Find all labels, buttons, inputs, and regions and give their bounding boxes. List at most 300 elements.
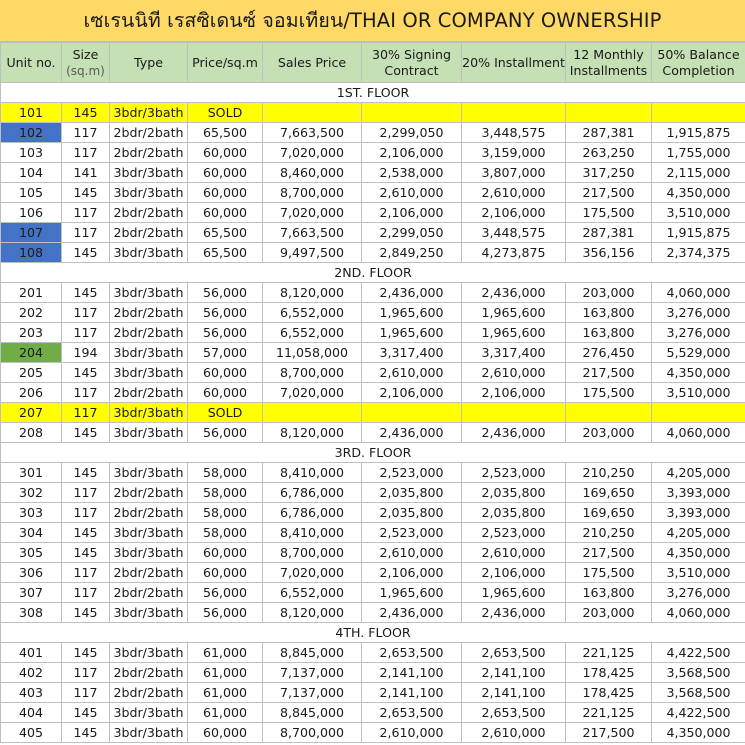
cell-installment[interactable]: 2,610,000	[462, 183, 566, 203]
cell-price[interactable]: 60,000	[188, 723, 263, 743]
cell-price[interactable]: 65,500	[188, 123, 263, 143]
cell-type[interactable]: 2bdr/2bath	[110, 143, 188, 163]
cell-installment[interactable]: 3,807,000	[462, 163, 566, 183]
cell-signing[interactable]: 2,538,000	[362, 163, 462, 183]
cell-monthly[interactable]: 178,425	[566, 663, 652, 683]
cell-price[interactable]: 56,000	[188, 423, 263, 443]
table-row	[1, 183, 745, 203]
cell-type[interactable]: 2bdr/2bath	[110, 383, 188, 403]
cell-type[interactable]: 3bdr/3bath	[110, 643, 188, 663]
cell-unit[interactable]: 106	[1, 203, 62, 223]
cell-installment[interactable]: 2,141,100	[462, 663, 566, 683]
cell-price[interactable]: 60,000	[188, 203, 263, 223]
cell-size[interactable]: 117	[62, 503, 110, 523]
col-header-monthly[interactable]	[566, 43, 652, 83]
cell-type[interactable]: 3bdr/3bath	[110, 283, 188, 303]
cell-signing[interactable]: 2,299,050	[362, 123, 462, 143]
cell-monthly[interactable]	[566, 403, 652, 423]
cell-unit[interactable]: 204	[1, 343, 62, 363]
cell-installment[interactable]: 2,610,000	[462, 543, 566, 563]
cell-size[interactable]: 145	[62, 703, 110, 723]
price-table	[0, 42, 745, 743]
cell-sales[interactable]	[263, 403, 362, 423]
cell-size[interactable]: 141	[62, 163, 110, 183]
cell-size[interactable]: 117	[62, 303, 110, 323]
cell-price[interactable]: 61,000	[188, 703, 263, 723]
floor-label[interactable]: 3RD. FLOOR	[1, 443, 745, 463]
cell-unit[interactable]: 307	[1, 583, 62, 603]
floor-header-row	[1, 443, 745, 463]
cell-installment[interactable]: 2,523,000	[462, 523, 566, 543]
cell-installment[interactable]: 2,035,800	[462, 503, 566, 523]
cell-price[interactable]: SOLD	[188, 103, 263, 123]
cell-monthly[interactable]: 221,125	[566, 643, 652, 663]
col-header-size-label: Size	[72, 46, 99, 62]
cell-size[interactable]: 145	[62, 363, 110, 383]
cell-signing[interactable]: 2,436,000	[362, 283, 462, 303]
cell-monthly[interactable]: 178,425	[566, 683, 652, 703]
col-header-price-sqm[interactable]	[188, 43, 263, 83]
cell-type[interactable]: 3bdr/3bath	[110, 463, 188, 483]
cell-type[interactable]: 3bdr/3bath	[110, 363, 188, 383]
cell-unit[interactable]: 403	[1, 683, 62, 703]
cell-installment[interactable]: 2,436,000	[462, 283, 566, 303]
title-bar	[0, 0, 745, 42]
cell-unit[interactable]: 201	[1, 283, 62, 303]
cell-balance[interactable]: 3,510,000	[652, 203, 745, 223]
cell-monthly[interactable]: 287,381	[566, 223, 652, 243]
cell-sales[interactable]: 8,700,000	[263, 183, 362, 203]
cell-balance[interactable]: 4,350,000	[652, 183, 745, 203]
cell-signing[interactable]	[362, 103, 462, 123]
cell-unit[interactable]: 104	[1, 163, 62, 183]
cell-size[interactable]: 145	[62, 243, 110, 263]
table-row	[1, 343, 745, 363]
cell-balance[interactable]: 3,568,500	[652, 663, 745, 683]
cell-price[interactable]: 56,000	[188, 603, 263, 623]
cell-unit[interactable]: 404	[1, 703, 62, 723]
cell-sales[interactable]: 7,663,500	[263, 123, 362, 143]
cell-type[interactable]: 3bdr/3bath	[110, 183, 188, 203]
cell-installment[interactable]: 1,965,600	[462, 303, 566, 323]
cell-installment[interactable]: 2,610,000	[462, 723, 566, 743]
cell-installment[interactable]: 2,436,000	[462, 603, 566, 623]
cell-balance[interactable]: 4,060,000	[652, 603, 745, 623]
cell-size[interactable]: 145	[62, 643, 110, 663]
cell-installment[interactable]: 2,653,500	[462, 703, 566, 723]
cell-type[interactable]: 2bdr/2bath	[110, 683, 188, 703]
cell-signing[interactable]: 2,299,050	[362, 223, 462, 243]
cell-size[interactable]: 117	[62, 323, 110, 343]
cell-sales[interactable]: 8,700,000	[263, 723, 362, 743]
cell-balance[interactable]: 4,205,000	[652, 523, 745, 543]
cell-size[interactable]: 117	[62, 123, 110, 143]
col-header-balance[interactable]	[652, 43, 745, 83]
cell-size[interactable]: 117	[62, 483, 110, 503]
cell-sales[interactable]: 7,020,000	[263, 143, 362, 163]
col-header-type[interactable]	[110, 43, 188, 83]
cell-unit[interactable]: 301	[1, 463, 62, 483]
cell-installment[interactable]: 3,448,575	[462, 123, 566, 143]
cell-signing[interactable]: 2,653,500	[362, 643, 462, 663]
cell-installment[interactable]: 1,965,600	[462, 583, 566, 603]
cell-monthly[interactable]: 169,650	[566, 483, 652, 503]
cell-sales[interactable]: 9,497,500	[263, 243, 362, 263]
cell-signing[interactable]: 2,653,500	[362, 703, 462, 723]
cell-size[interactable]: 117	[62, 223, 110, 243]
cell-installment[interactable]	[462, 103, 566, 123]
cell-size[interactable]: 117	[62, 663, 110, 683]
cell-balance[interactable]: 4,422,500	[652, 703, 745, 723]
cell-size[interactable]: 117	[62, 683, 110, 703]
cell-signing[interactable]: 2,035,800	[362, 483, 462, 503]
cell-installment[interactable]: 2,436,000	[462, 423, 566, 443]
cell-sales[interactable]: 6,786,000	[263, 503, 362, 523]
cell-balance[interactable]: 5,529,000	[652, 343, 745, 363]
cell-size[interactable]: 145	[62, 523, 110, 543]
cell-signing[interactable]: 2,106,000	[362, 203, 462, 223]
cell-sales[interactable]: 7,137,000	[263, 663, 362, 683]
cell-signing[interactable]: 1,965,600	[362, 303, 462, 323]
cell-signing[interactable]: 2,523,000	[362, 523, 462, 543]
cell-signing[interactable]: 2,610,000	[362, 543, 462, 563]
cell-type[interactable]: 3bdr/3bath	[110, 543, 188, 563]
cell-size[interactable]: 145	[62, 463, 110, 483]
cell-monthly[interactable]: 203,000	[566, 423, 652, 443]
table-row	[1, 723, 745, 743]
cell-balance[interactable]: 4,350,000	[652, 543, 745, 563]
cell-balance[interactable]: 1,915,875	[652, 223, 745, 243]
cell-type[interactable]: 2bdr/2bath	[110, 583, 188, 603]
cell-balance[interactable]: 4,350,000	[652, 363, 745, 383]
cell-balance[interactable]: 4,060,000	[652, 283, 745, 303]
cell-type[interactable]: 3bdr/3bath	[110, 603, 188, 623]
cell-installment[interactable]: 2,106,000	[462, 203, 566, 223]
cell-installment[interactable]: 3,159,000	[462, 143, 566, 163]
cell-size[interactable]: 117	[62, 403, 110, 423]
cell-size[interactable]: 145	[62, 723, 110, 743]
cell-sales[interactable]: 8,120,000	[263, 603, 362, 623]
cell-size[interactable]: 117	[62, 383, 110, 403]
cell-unit[interactable]: 103	[1, 143, 62, 163]
table-row	[1, 103, 745, 123]
cell-monthly[interactable]: 175,500	[566, 563, 652, 583]
cell-signing[interactable]: 2,849,250	[362, 243, 462, 263]
cell-price[interactable]: 56,000	[188, 303, 263, 323]
col-header-signing-line1: 30% Signing	[372, 46, 451, 62]
cell-signing[interactable]: 2,141,100	[362, 663, 462, 683]
cell-type[interactable]: 2bdr/2bath	[110, 303, 188, 323]
cell-installment[interactable]: 3,448,575	[462, 223, 566, 243]
cell-balance[interactable]: 3,276,000	[652, 303, 745, 323]
cell-signing[interactable]: 2,610,000	[362, 723, 462, 743]
cell-unit[interactable]: 402	[1, 663, 62, 683]
cell-size[interactable]: 117	[62, 203, 110, 223]
table-row	[1, 383, 745, 403]
cell-sales[interactable]: 6,786,000	[263, 483, 362, 503]
cell-balance[interactable]: 3,510,000	[652, 383, 745, 403]
cell-signing[interactable]: 2,610,000	[362, 363, 462, 383]
cell-price[interactable]: 60,000	[188, 383, 263, 403]
floor-label[interactable]: 4TH. FLOOR	[1, 623, 745, 643]
floor-label[interactable]: 2ND. FLOOR	[1, 263, 745, 283]
cell-installment[interactable]	[462, 403, 566, 423]
cell-type[interactable]: 3bdr/3bath	[110, 163, 188, 183]
cell-monthly[interactable]: 287,381	[566, 123, 652, 143]
col-header-unit-label: Unit no.	[6, 54, 56, 70]
cell-balance[interactable]: 4,060,000	[652, 423, 745, 443]
cell-unit[interactable]: 303	[1, 503, 62, 523]
cell-size[interactable]: 145	[62, 283, 110, 303]
cell-monthly[interactable]: 163,800	[566, 303, 652, 323]
cell-monthly[interactable]: 203,000	[566, 283, 652, 303]
cell-type[interactable]: 2bdr/2bath	[110, 483, 188, 503]
cell-signing[interactable]: 2,436,000	[362, 603, 462, 623]
cell-unit[interactable]: 202	[1, 303, 62, 323]
cell-type[interactable]: 3bdr/3bath	[110, 723, 188, 743]
cell-balance[interactable]	[652, 403, 745, 423]
cell-balance[interactable]: 3,276,000	[652, 583, 745, 603]
cell-sales[interactable]: 8,410,000	[263, 463, 362, 483]
cell-sales[interactable]: 7,020,000	[263, 563, 362, 583]
cell-type[interactable]: 2bdr/2bath	[110, 123, 188, 143]
cell-price[interactable]: 58,000	[188, 523, 263, 543]
cell-price[interactable]: SOLD	[188, 403, 263, 423]
cell-balance[interactable]: 3,568,500	[652, 683, 745, 703]
cell-monthly[interactable]: 263,250	[566, 143, 652, 163]
cell-installment[interactable]: 4,273,875	[462, 243, 566, 263]
col-header-sales-price[interactable]	[263, 43, 362, 83]
cell-price[interactable]: 65,500	[188, 223, 263, 243]
cell-monthly[interactable]	[566, 103, 652, 123]
cell-price[interactable]: 60,000	[188, 563, 263, 583]
cell-type[interactable]: 3bdr/3bath	[110, 523, 188, 543]
cell-price[interactable]: 60,000	[188, 143, 263, 163]
cell-unit[interactable]: 105	[1, 183, 62, 203]
cell-monthly[interactable]: 217,500	[566, 543, 652, 563]
cell-type[interactable]: 3bdr/3bath	[110, 103, 188, 123]
cell-sales[interactable]	[263, 103, 362, 123]
cell-monthly[interactable]: 203,000	[566, 603, 652, 623]
cell-sales[interactable]: 8,700,000	[263, 363, 362, 383]
cell-monthly[interactable]: 276,450	[566, 343, 652, 363]
cell-unit[interactable]: 101	[1, 103, 62, 123]
cell-installment[interactable]: 3,317,400	[462, 343, 566, 363]
cell-monthly[interactable]: 210,250	[566, 463, 652, 483]
cell-type[interactable]: 3bdr/3bath	[110, 243, 188, 263]
cell-sales[interactable]: 8,120,000	[263, 423, 362, 443]
cell-price[interactable]: 60,000	[188, 543, 263, 563]
floor-header-row	[1, 83, 745, 103]
cell-price[interactable]: 60,000	[188, 363, 263, 383]
cell-price[interactable]: 56,000	[188, 323, 263, 343]
cell-signing[interactable]: 2,035,800	[362, 503, 462, 523]
cell-monthly[interactable]: 163,800	[566, 583, 652, 603]
cell-signing[interactable]: 1,965,600	[362, 583, 462, 603]
cell-price[interactable]: 57,000	[188, 343, 263, 363]
cell-price[interactable]: 56,000	[188, 283, 263, 303]
cell-signing[interactable]	[362, 403, 462, 423]
cell-signing[interactable]: 2,610,000	[362, 183, 462, 203]
cell-installment[interactable]: 2,141,100	[462, 683, 566, 703]
cell-balance[interactable]: 4,422,500	[652, 643, 745, 663]
cell-signing[interactable]: 2,523,000	[362, 463, 462, 483]
table-row	[1, 143, 745, 163]
cell-type[interactable]: 2bdr/2bath	[110, 503, 188, 523]
cell-size[interactable]: 117	[62, 143, 110, 163]
cell-unit[interactable]: 304	[1, 523, 62, 543]
cell-installment[interactable]: 2,610,000	[462, 363, 566, 383]
cell-sales[interactable]: 11,058,000	[263, 343, 362, 363]
cell-type[interactable]: 3bdr/3bath	[110, 343, 188, 363]
col-header-signing-line2: Contract	[384, 62, 439, 78]
cell-type[interactable]: 2bdr/2bath	[110, 563, 188, 583]
cell-monthly[interactable]: 175,500	[566, 383, 652, 403]
header-row	[1, 43, 745, 83]
cell-sales[interactable]: 7,663,500	[263, 223, 362, 243]
cell-unit[interactable]: 308	[1, 603, 62, 623]
cell-price[interactable]: 56,000	[188, 583, 263, 603]
col-header-type-label: Type	[134, 54, 163, 70]
cell-installment[interactable]: 2,106,000	[462, 383, 566, 403]
cell-size[interactable]: 145	[62, 423, 110, 443]
cell-signing[interactable]: 3,317,400	[362, 343, 462, 363]
cell-price[interactable]: 65,500	[188, 243, 263, 263]
cell-unit[interactable]: 306	[1, 563, 62, 583]
cell-sales[interactable]: 8,120,000	[263, 283, 362, 303]
cell-balance[interactable]: 3,393,000	[652, 503, 745, 523]
cell-signing[interactable]: 2,141,100	[362, 683, 462, 703]
floor-header-row	[1, 263, 745, 283]
cell-type[interactable]: 2bdr/2bath	[110, 663, 188, 683]
cell-balance[interactable]: 4,350,000	[652, 723, 745, 743]
col-header-balance-line2: Completion	[662, 62, 735, 78]
cell-unit[interactable]: 102	[1, 123, 62, 143]
cell-price[interactable]: 60,000	[188, 183, 263, 203]
cell-signing[interactable]: 2,436,000	[362, 423, 462, 443]
cell-sales[interactable]: 7,020,000	[263, 203, 362, 223]
cell-type[interactable]: 3bdr/3bath	[110, 403, 188, 423]
cell-balance[interactable]: 1,755,000	[652, 143, 745, 163]
cell-monthly[interactable]: 163,800	[566, 323, 652, 343]
cell-sales[interactable]: 8,845,000	[263, 643, 362, 663]
cell-installment[interactable]: 2,035,800	[462, 483, 566, 503]
cell-unit[interactable]: 405	[1, 723, 62, 743]
cell-type[interactable]: 2bdr/2bath	[110, 223, 188, 243]
cell-monthly[interactable]: 169,650	[566, 503, 652, 523]
col-header-size[interactable]	[62, 43, 110, 83]
cell-monthly[interactable]: 217,500	[566, 183, 652, 203]
cell-unit[interactable]: 305	[1, 543, 62, 563]
cell-sales[interactable]: 8,460,000	[263, 163, 362, 183]
col-header-signing[interactable]	[362, 43, 462, 83]
col-header-monthly-line2: Installments	[569, 62, 648, 78]
cell-unit[interactable]: 108	[1, 243, 62, 263]
floor-label[interactable]: 1ST. FLOOR	[1, 83, 745, 103]
cell-installment[interactable]: 1,965,600	[462, 323, 566, 343]
table-row	[1, 203, 745, 223]
cell-sales[interactable]: 8,410,000	[263, 523, 362, 543]
cell-price[interactable]: 61,000	[188, 643, 263, 663]
cell-balance[interactable]	[652, 103, 745, 123]
cell-unit[interactable]: 203	[1, 323, 62, 343]
cell-installment[interactable]: 2,523,000	[462, 463, 566, 483]
cell-type[interactable]: 3bdr/3bath	[110, 703, 188, 723]
cell-sales[interactable]: 7,137,000	[263, 683, 362, 703]
cell-sales[interactable]: 6,552,000	[263, 303, 362, 323]
cell-unit[interactable]: 107	[1, 223, 62, 243]
cell-balance[interactable]: 2,115,000	[652, 163, 745, 183]
cell-sales[interactable]: 7,020,000	[263, 383, 362, 403]
cell-balance[interactable]: 3,393,000	[652, 483, 745, 503]
cell-sales[interactable]: 8,845,000	[263, 703, 362, 723]
cell-signing[interactable]: 1,965,600	[362, 323, 462, 343]
cell-type[interactable]: 2bdr/2bath	[110, 203, 188, 223]
table-row	[1, 643, 745, 663]
cell-sales[interactable]: 6,552,000	[263, 323, 362, 343]
cell-balance[interactable]: 1,915,875	[652, 123, 745, 143]
cell-unit[interactable]: 302	[1, 483, 62, 503]
cell-size[interactable]: 145	[62, 183, 110, 203]
col-header-unit[interactable]	[1, 43, 62, 83]
cell-monthly[interactable]: 221,125	[566, 703, 652, 723]
cell-balance[interactable]: 2,374,375	[652, 243, 745, 263]
cell-monthly[interactable]: 356,156	[566, 243, 652, 263]
cell-unit[interactable]: 207	[1, 403, 62, 423]
col-header-installment[interactable]	[462, 43, 566, 83]
table-row	[1, 243, 745, 263]
cell-monthly[interactable]: 217,500	[566, 363, 652, 383]
cell-monthly[interactable]: 317,250	[566, 163, 652, 183]
cell-size[interactable]: 145	[62, 103, 110, 123]
table-row	[1, 303, 745, 323]
cell-price[interactable]: 61,000	[188, 663, 263, 683]
cell-price[interactable]: 61,000	[188, 683, 263, 703]
cell-size[interactable]: 117	[62, 583, 110, 603]
cell-size[interactable]: 145	[62, 603, 110, 623]
table-row	[1, 123, 745, 143]
cell-balance[interactable]: 3,510,000	[652, 563, 745, 583]
cell-unit[interactable]: 208	[1, 423, 62, 443]
cell-unit[interactable]: 401	[1, 643, 62, 663]
cell-type[interactable]: 2bdr/2bath	[110, 323, 188, 343]
cell-size[interactable]: 117	[62, 563, 110, 583]
cell-size[interactable]: 194	[62, 343, 110, 363]
cell-price[interactable]: 60,000	[188, 163, 263, 183]
cell-monthly[interactable]: 217,500	[566, 723, 652, 743]
cell-type[interactable]: 3bdr/3bath	[110, 423, 188, 443]
cell-balance[interactable]: 3,276,000	[652, 323, 745, 343]
cell-price[interactable]: 58,000	[188, 483, 263, 503]
cell-monthly[interactable]: 210,250	[566, 523, 652, 543]
cell-signing[interactable]: 2,106,000	[362, 563, 462, 583]
cell-price[interactable]: 58,000	[188, 463, 263, 483]
cell-unit[interactable]: 205	[1, 363, 62, 383]
cell-balance[interactable]: 4,205,000	[652, 463, 745, 483]
cell-installment[interactable]: 2,653,500	[462, 643, 566, 663]
cell-price[interactable]: 58,000	[188, 503, 263, 523]
cell-size[interactable]: 145	[62, 543, 110, 563]
cell-unit[interactable]: 206	[1, 383, 62, 403]
cell-sales[interactable]: 6,552,000	[263, 583, 362, 603]
cell-signing[interactable]: 2,106,000	[362, 383, 462, 403]
table-body	[1, 83, 745, 743]
col-header-installment-label: 20% Installment	[462, 54, 565, 70]
cell-monthly[interactable]: 175,500	[566, 203, 652, 223]
cell-signing[interactable]: 2,106,000	[362, 143, 462, 163]
cell-sales[interactable]: 8,700,000	[263, 543, 362, 563]
cell-installment[interactable]: 2,106,000	[462, 563, 566, 583]
